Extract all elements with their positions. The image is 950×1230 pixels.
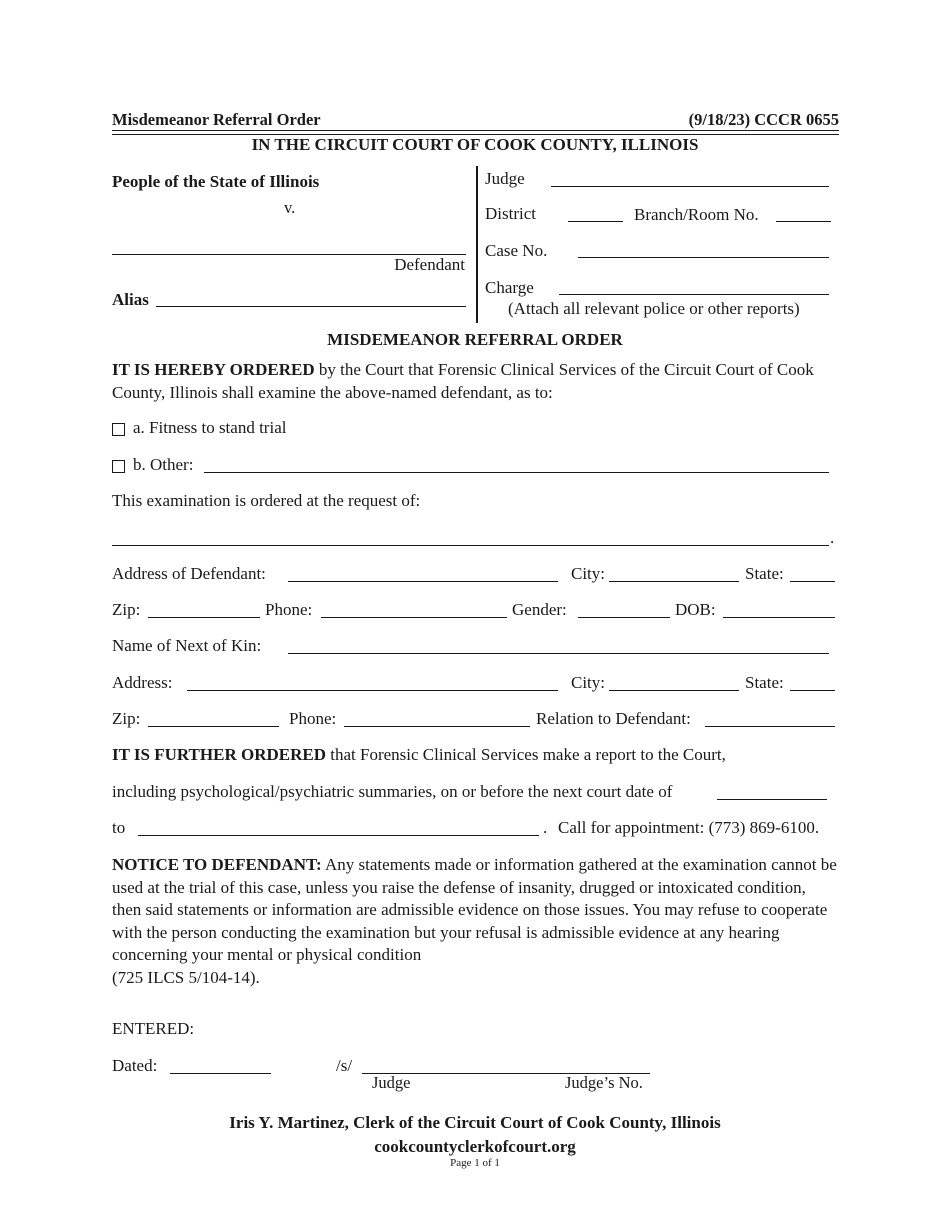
plaintiff: People of the State of Illinois xyxy=(112,172,320,191)
to-field[interactable] xyxy=(138,835,539,836)
kin-phone-field[interactable] xyxy=(344,726,530,727)
notice-paragraph xyxy=(112,854,839,989)
kin-zip-field[interactable] xyxy=(148,726,279,727)
to-label: to xyxy=(112,818,126,837)
dated-label: Dated: xyxy=(112,1056,158,1075)
request-end: . xyxy=(830,528,835,547)
phone-field[interactable] xyxy=(321,617,507,618)
option-b-label: b. Other: xyxy=(133,455,194,474)
other-field[interactable] xyxy=(204,472,829,473)
alias-field[interactable] xyxy=(156,306,466,307)
next-of-kin-field[interactable] xyxy=(288,653,829,654)
request-text: This examination is ordered at the request of: xyxy=(112,491,421,510)
clerk-line: Iris Y. Martinez, Clerk of the Circuit Court of Cook County, Illinois xyxy=(229,1113,721,1132)
form-title: Misdemeanor Referral Order xyxy=(112,110,321,129)
header-rule-top xyxy=(112,130,839,131)
notice-cite: (725 ILCS 5/104-14). xyxy=(112,967,260,987)
dated-field[interactable] xyxy=(170,1073,271,1074)
address-defendant-label: Address of Defendant: xyxy=(112,564,266,583)
zip-label: Zip: xyxy=(112,600,141,619)
defendant-label: Defendant xyxy=(394,255,465,274)
district-field[interactable] xyxy=(568,221,623,222)
kin-state-label: State: xyxy=(745,673,784,692)
sig-prefix: /s/ xyxy=(336,1056,353,1075)
call-appointment: Call for appointment: (773) 869-6100. xyxy=(558,818,820,837)
option-a-checkbox[interactable] xyxy=(112,423,125,436)
dob-field[interactable] xyxy=(723,617,835,618)
alias-label: Alias xyxy=(112,290,149,309)
request-field[interactable] xyxy=(112,545,829,546)
state-field[interactable] xyxy=(790,581,835,582)
caption-divider xyxy=(476,166,478,323)
hereby-bold: IT IS HEREBY ORDERED xyxy=(112,360,315,379)
judge-no-label: Judge’s No. xyxy=(565,1073,643,1092)
relation-label: Relation to Defendant: xyxy=(536,709,691,728)
judge-label: Judge xyxy=(485,169,525,188)
option-a-label: a. Fitness to stand trial xyxy=(133,418,287,437)
order-heading: MISDEMEANOR REFERRAL ORDER xyxy=(327,330,623,349)
hereby-paragraph xyxy=(112,359,839,404)
zip-field[interactable] xyxy=(148,617,260,618)
charge-label: Charge xyxy=(485,278,534,297)
further-text: that Forensic Clinical Services make a report to the Court, xyxy=(326,745,726,764)
kin-address-label: Address: xyxy=(112,673,173,692)
court-name: IN THE CIRCUIT COURT OF COOK COUNTY, ILLINOIS xyxy=(251,135,699,154)
city-label: City: xyxy=(571,564,606,583)
kin-city-label: City: xyxy=(571,673,606,692)
case-field[interactable] xyxy=(578,257,829,258)
city-field[interactable] xyxy=(609,581,739,582)
further-paragraph xyxy=(112,745,726,765)
judge-field[interactable] xyxy=(551,186,829,187)
attach-note: (Attach all relevant police or other reports) xyxy=(508,299,800,318)
entered-label: ENTERED: xyxy=(112,1019,195,1038)
versus: v. xyxy=(284,198,296,217)
website[interactable]: cookcountyclerkofcourt.org xyxy=(374,1137,576,1156)
case-label: Case No. xyxy=(485,241,548,260)
kin-city-field[interactable] xyxy=(609,690,739,691)
district-label: District xyxy=(485,204,536,223)
hereby-text: by the Court that Forensic Clinical Services of the Circuit Court of Cook County, Illinois shall examine the above-named defendant, as to: xyxy=(112,360,814,402)
further-line2: including psychological/psychiatric summaries, on or before the next court date of xyxy=(112,782,673,801)
kin-state-field[interactable] xyxy=(790,690,835,691)
further-bold: IT IS FURTHER ORDERED xyxy=(112,745,326,764)
dob-label: DOB: xyxy=(675,600,716,619)
kin-zip-label: Zip: xyxy=(112,709,141,728)
judge-sig-label: Judge xyxy=(372,1073,411,1092)
branch-field[interactable] xyxy=(776,221,831,222)
relation-field[interactable] xyxy=(705,726,835,727)
gender-field[interactable] xyxy=(578,617,670,618)
call-dot: . xyxy=(543,818,548,837)
charge-field[interactable] xyxy=(559,294,829,295)
branch-label: Branch/Room No. xyxy=(634,205,759,224)
form-code: (9/18/23) CCCR 0655 xyxy=(688,110,839,129)
court-date-field[interactable] xyxy=(717,799,827,800)
notice-text: Any statements made or information gathered at the examination cannot be used at the trial of this case, unless you raise the defense of insanity, drugged or intoxicated condition, then said statements or information are admissible evidence on those issues. You may refuse to cooperate with the person conducting the examination but your refusal is admissible evidence at any hearing concerning your mental or physical condition xyxy=(112,855,837,964)
address-defendant-field[interactable] xyxy=(288,581,558,582)
kin-address-field[interactable] xyxy=(187,690,558,691)
page-number: Page 1 of 1 xyxy=(450,1157,500,1169)
notice-bold: NOTICE TO DEFENDANT: xyxy=(112,855,322,874)
phone-label: Phone: xyxy=(265,600,313,619)
gender-label: Gender: xyxy=(512,600,567,619)
kin-phone-label: Phone: xyxy=(289,709,337,728)
state-label: State: xyxy=(745,564,784,583)
next-of-kin-label: Name of Next of Kin: xyxy=(112,636,262,655)
option-b-checkbox[interactable] xyxy=(112,460,125,473)
